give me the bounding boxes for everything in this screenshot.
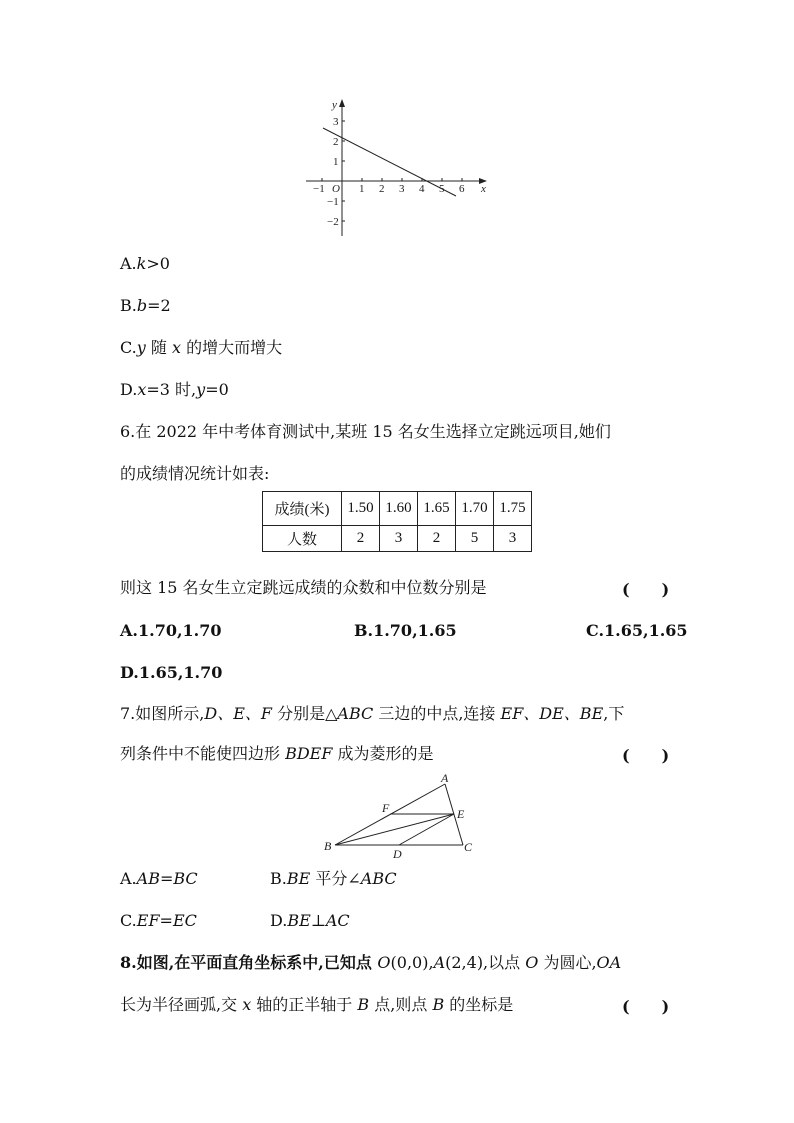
- q6-stem-line1: 6.在 2022 年中考体育测试中,某班 15 名女生选择立定跳远项目,她们: [120, 422, 611, 441]
- vertex-label-e: E: [457, 807, 465, 821]
- q5-option-a: A.k>0: [120, 254, 170, 273]
- y-tick-2: 2: [333, 136, 339, 148]
- table-header-label: 成绩(米): [263, 492, 342, 526]
- q5-option-d: D.x=3 时,y=0: [120, 380, 229, 399]
- q6-answer-paren: ( ): [622, 580, 670, 599]
- table-cell: 2: [418, 526, 456, 552]
- table-cell: 3: [494, 526, 532, 552]
- table-cell: 1.65: [418, 492, 456, 526]
- table-count-label: 人数: [263, 526, 342, 552]
- q5-option-b: B.b=2: [120, 296, 171, 315]
- q7-stem-line2: 列条件中不能使四边形 BDEF 成为菱形的是: [120, 744, 434, 763]
- x-tick-6: 6: [459, 183, 465, 195]
- q7-answer-paren: ( ): [622, 746, 670, 765]
- y-tick-1: 1: [333, 156, 339, 168]
- y-tick-neg2: −2: [327, 216, 339, 228]
- q6-option-a: A.1.70,1.70: [120, 621, 222, 640]
- table-cell: 1.60: [380, 492, 418, 526]
- vertex-label-b: B: [324, 839, 332, 853]
- table-cell: 5: [456, 526, 494, 552]
- vertex-label-f: F: [382, 801, 390, 815]
- q7-option-c: C.EF=EC: [120, 911, 197, 930]
- q6-stem-line2: 的成绩情况统计如表:: [120, 464, 270, 483]
- y-axis-label: y: [332, 99, 337, 111]
- q7-stem-line1: 7.如图所示,D、E、F 分别是△ABC 三边的中点,连接 EF、DE、BE,下: [120, 704, 625, 723]
- table-cell: 1.50: [342, 492, 380, 526]
- x-tick-neg1: −1: [313, 183, 325, 195]
- q6-option-b: B.1.70,1.65: [354, 621, 457, 640]
- q7-option-a: A.AB=BC: [120, 869, 198, 888]
- origin-label: O: [332, 183, 340, 195]
- q6-option-c: C.1.65,1.65: [586, 621, 688, 640]
- graph-line: [323, 128, 456, 196]
- x-tick-2: 2: [379, 183, 385, 195]
- x-tick-1: 1: [359, 183, 365, 195]
- table-row: [263, 526, 532, 552]
- q7-option-d: D.BE⊥AC: [270, 911, 350, 930]
- table-cell: 1.70: [456, 492, 494, 526]
- table-row: [263, 492, 532, 526]
- x-tick-4: 4: [419, 183, 425, 195]
- q5-option-c: C.y 随 x 的增大而增大: [120, 338, 283, 357]
- y-tick-3: 3: [333, 116, 339, 128]
- q8-answer-paren: ( ): [622, 997, 670, 1016]
- table-cell: 3: [380, 526, 418, 552]
- vertex-label-a: A: [441, 773, 449, 785]
- q7-option-b: B.BE 平分∠ABC: [270, 869, 397, 888]
- q8-stem-line1: 8.如图,在平面直角坐标系中,已知点 O(0,0),A(2,4),以点 O 为圆心,OA: [120, 953, 622, 972]
- vertex-label-d: D: [393, 847, 402, 861]
- x-tick-3: 3: [399, 183, 405, 195]
- score-table: [262, 491, 532, 552]
- q6-option-d: D.1.65,1.70: [120, 663, 223, 682]
- table-cell: 2: [342, 526, 380, 552]
- q6-question: 则这 15 名女生立定跳远成绩的众数和中位数分别是: [120, 578, 487, 597]
- triangle-figure: [0, 773, 794, 863]
- x-axis-label: x: [481, 183, 486, 195]
- function-graph: [0, 0, 794, 250]
- vertex-label-c: C: [464, 840, 473, 854]
- y-tick-neg1: −1: [327, 196, 339, 208]
- y-axis-arrow-icon: [339, 99, 345, 107]
- x-tick-5: 5: [439, 183, 445, 195]
- q8-stem-line2: 长为半径画弧,交 x 轴的正半轴于 B 点,则点 B 的坐标是: [120, 995, 514, 1014]
- table-cell: 1.75: [494, 492, 532, 526]
